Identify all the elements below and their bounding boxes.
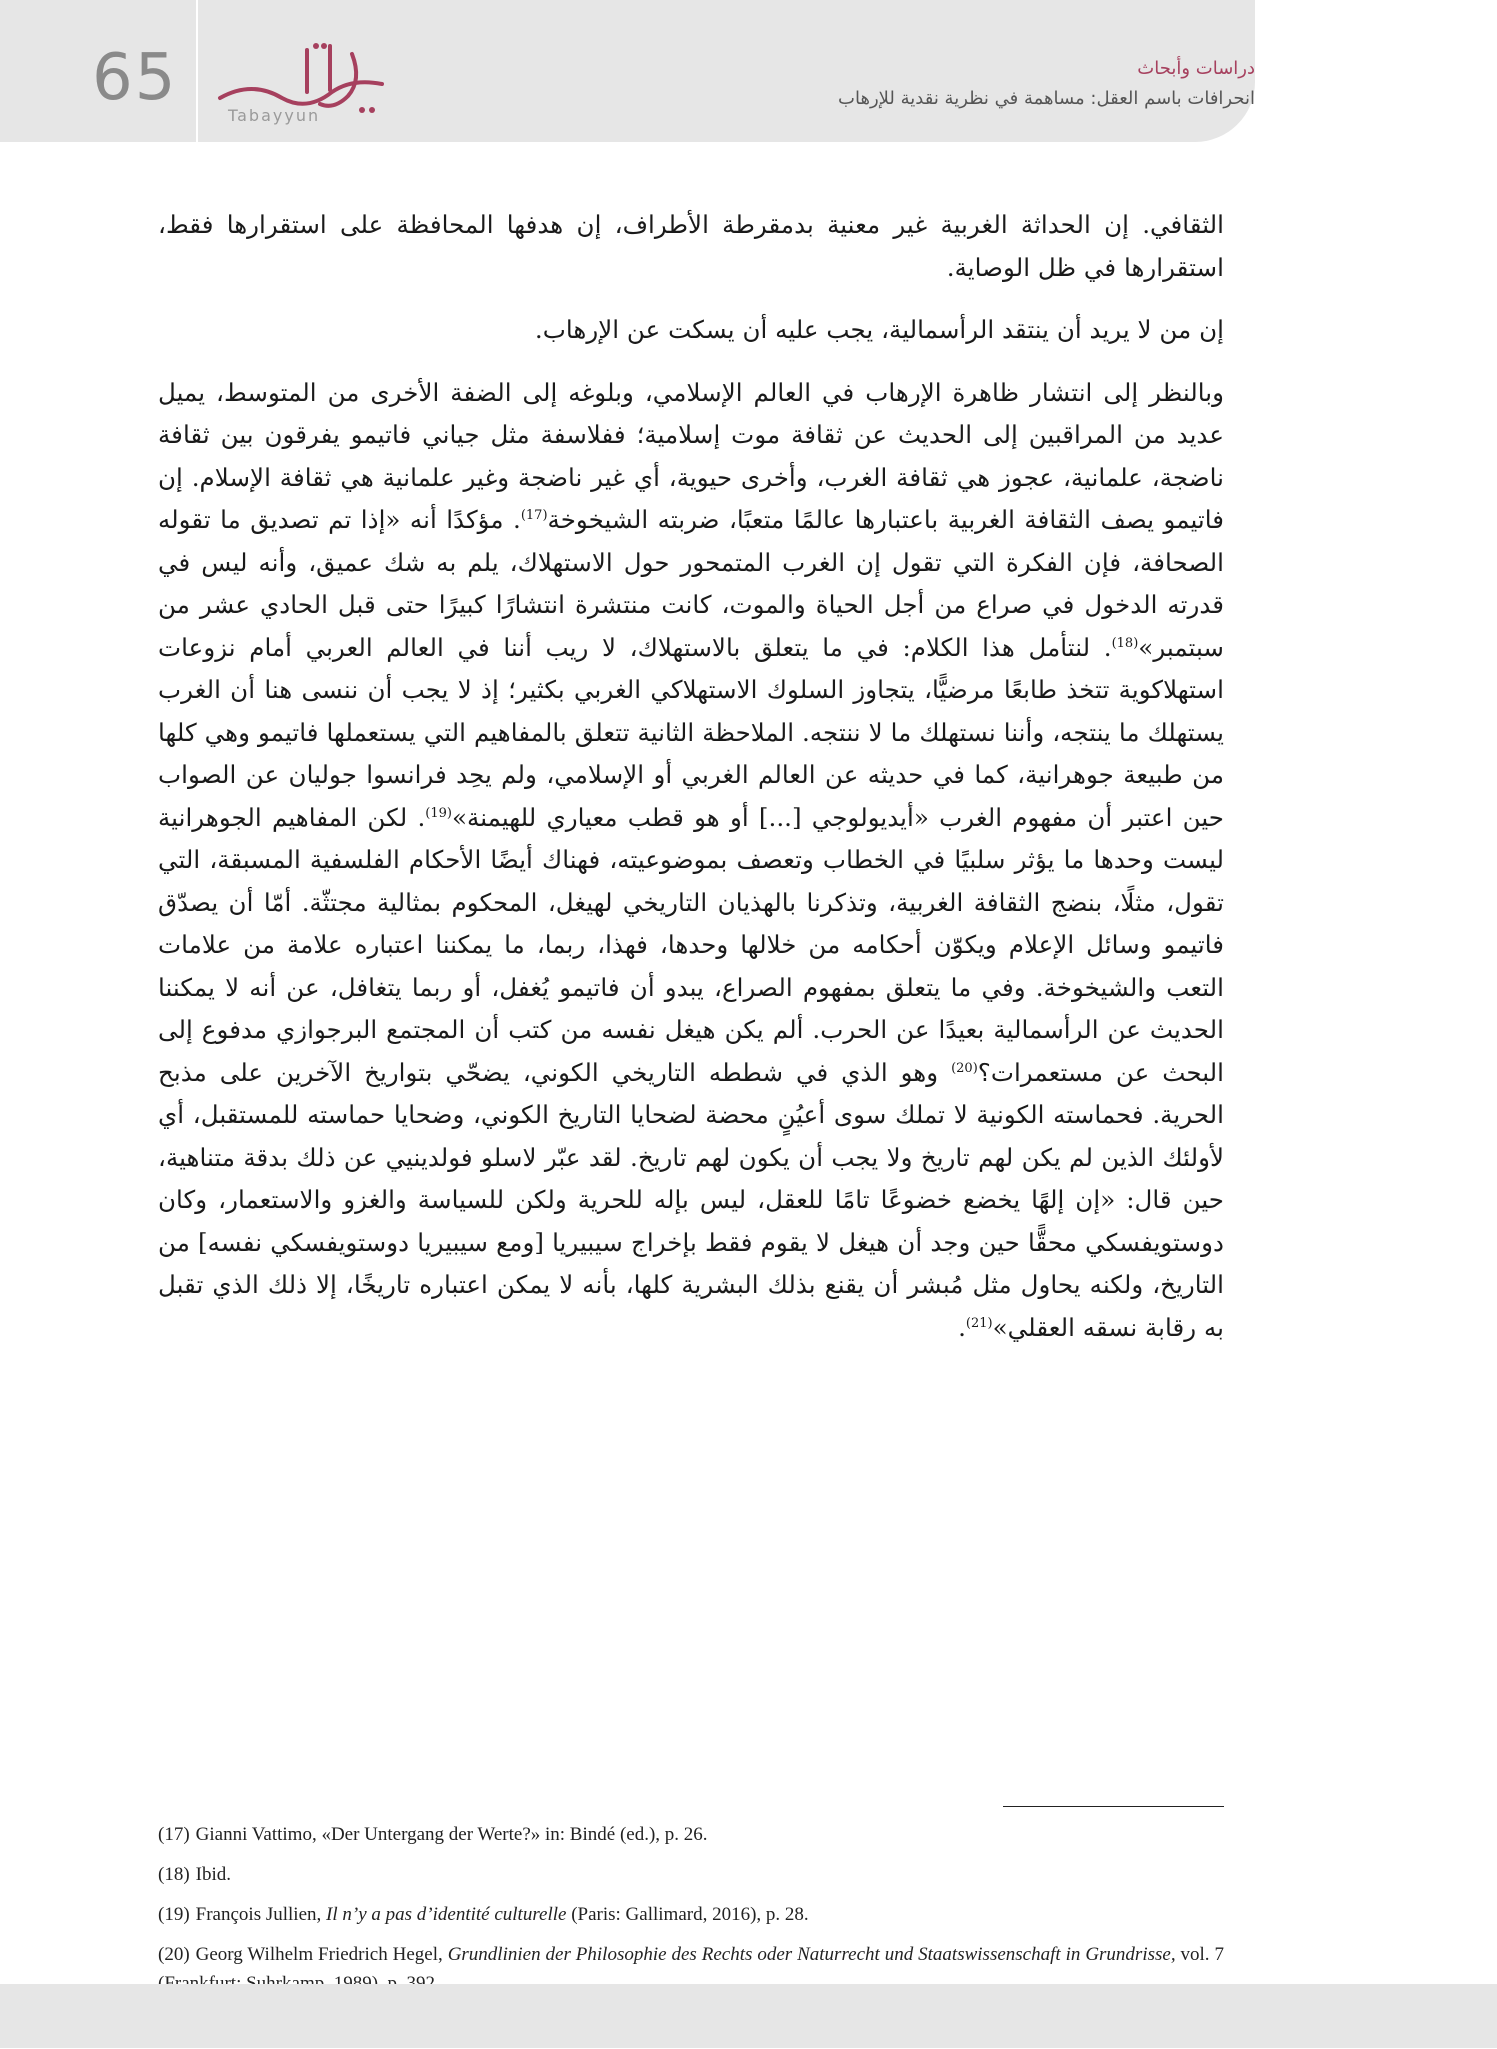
- footer-band: [0, 1984, 1497, 2048]
- footnote-text: Ibid.: [195, 1864, 232, 1885]
- footnote-text: Georg Wilhelm Friedrich Hegel,: [195, 1944, 448, 1965]
- footnote-text: François Jullien,: [195, 1904, 327, 1925]
- footnote-text: (Paris: Gallimard, 2016), p. 28.: [566, 1904, 809, 1925]
- section-title: دراسات وأبحاث: [1137, 58, 1255, 79]
- page-number: 65: [92, 41, 178, 115]
- footnote-ref-17[interactable]: (17): [520, 507, 548, 523]
- paragraph-2: إن من لا يريد أن ينتقد الرأسمالية، يجب عليه أن يسكت عن الإرهاب.: [534, 315, 1224, 344]
- body-text: [158, 204, 1224, 1349]
- paragraph-3-part-c: . لنتأمل هذا الكلام: في ما يتعلق بالاستهلاك، لا ريب أننا في العالم العربي أمام نزوعات استهلاكوية تتخذ طابعًا مرضيًّا، يتجاوز السلوك الاستهلاكي الغربي بكثير؛ إذ لا يجب أن ننسى هنا أن الغرب يستهلك ما ينتجه، وأننا نستهلك ما لا ننتجه. الملاحظة الثانية تتعلق بالمفاهيم التي يستعملها فاتيمو وهي كلها من طبيعة جوهرانية، كما في حديثه عن العالم الغربي أو الإسلامي، ولم يحِد فرانسوا جوليان عن الصواب حين اعتبر أن مفهوم الغرب «أيديولوجي [...] أو هو قطب معياري للهيمنة»: [158, 632, 1224, 832]
- footnote-ref-19[interactable]: (19): [425, 805, 452, 821]
- footnote-text: Gianni Vattimo, «Der Untergang der Werte?» in: Bindé (ed.), p. 26.: [195, 1824, 708, 1845]
- running-article-title: انحرافات باسم العقل: مساهمة في نظرية نقدية للإرهاب: [838, 88, 1255, 109]
- footnote-number: (17): [158, 1824, 190, 1845]
- paragraph-3-part-a: وبالنظر إلى انتشار ظاهرة الإرهاب في العالم الإسلامي، وبلوغه إلى الضفة الأخرى من المتوسط، يميل عديد من المراقبين إلى الحديث عن ثقافة موت إسلامية؛ ففلاسفة مثل جياني فاتيمو يفرقون بين ثقافة ناضجة، علمانية، عجوز هي ثقافة الغرب، وأخرى حيوية، أي غير ناضجة وغير علمانية هي ثقافة الإسلام. إن فاتيمو يصف الثقافة الغربية باعتبارها عالمًا متعبًا، ضربته الشيخوخة: [158, 377, 1224, 534]
- paragraph-3-part-e: وهو الذي في شططه التاريخي الكوني، يضحّي بتواريخ الآخرين على مذبح الحرية. فحماسته الكونية لا تملك سوى أعيُنٍ محضة لضحايا التاريخ الكوني، وضحايا حماسته للمستقبل، أي لأولئك الذين لم يكن لهم تاريخ ولا يجب أن يكون لهم تاريخ. لقد عبّر لاسلو فولدينيي عن ذلك بدقة متناهية، حين قال: «إن إلهًا يخضع خضوعًا تامًا للعقل، ليس بإله للحرية ولكن للسياسة والغزو والاستعمار، وكان دوستويفسكي محقًّا حين وجد أن هيغل لا يقوم فقط بإخراج سيبيريا [ومع سيبيريا دوستويفسكي نفسه] من التاريخ، ولكنه يحاول مثل مُبشر أن يقنع بذلك البشرية كلها، بأنه لا يمكن اعتباره تاريخًا، إلا ذلك الذي تقبل به رقابة نسقه العقلي»: [158, 1057, 1224, 1342]
- footnote-ref-18[interactable]: (18): [1111, 635, 1139, 651]
- footnote-number: (18): [158, 1864, 190, 1885]
- footnote-divider: [1003, 1806, 1224, 1807]
- page-header: [0, 0, 1497, 142]
- footnote-ref-20[interactable]: (20): [951, 1060, 978, 1076]
- footnote-ref-21[interactable]: (21): [965, 1315, 993, 1331]
- footnote-number: (20): [158, 1944, 190, 1965]
- footnote-19: [158, 1900, 1224, 1929]
- paragraph-1: الثقافي. إن الحداثة الغربية غير معنية بدمقرطة الأطراف، إن هدفها المحافظة على استقرارها فقط، استقرارها في ظل الوصاية.: [158, 210, 1224, 282]
- paragraph-3: [158, 372, 1224, 1350]
- footnote-text: vol. 7: [1180, 1944, 1224, 1965]
- footnote-number: (19): [158, 1904, 190, 1925]
- footnote-book-title: Il n’y a pas d’identité culturelle: [326, 1904, 567, 1925]
- logo-latin-text: Tabayyun: [228, 106, 321, 125]
- footnote-book-title: Grundlinien der Philosophie des Rechts oder Naturrecht und Staatswissenschaft in Grundrisse,: [447, 1944, 1176, 1965]
- paragraph-3-part-d: . لكن المفاهيم الجوهرانية ليست وحدها ما يؤثر سلبيًا في الخطاب وتعصف بموضوعيته، فهناك أيضًا الأحكام الفلسفية المسبقة، التي تقول، مثلًا، بنضج الثقافة الغربية، وتذكرنا بالهذيان التاريخي لهيغل، المحكوم بمثالية مجتثّة. أمّا أن يصدّق فاتيمو وسائل الإعلام ويكوّن أحكامه من خلالها وحدها، فهذا، ربما، ما يمكننا اعتباره علامة من علامات التعب والشيخوخة. وفي ما يتعلق بمفهوم الصراع، يبدو أن فاتيمو يُغفل، أو ربما يتغافل، عن أنه لا يمكننا الحديث عن الرأسمالية بعيدًا عن الحرب. ألم يكن هيغل نفسه من كتب أن المجتمع البرجوازي مدفوع إلى البحث عن مستعمرات؟: [158, 802, 1225, 1087]
- footnote-17: [158, 1820, 1224, 1849]
- footnote-18: [158, 1860, 1224, 1889]
- paragraph-3-part-b: . مؤكدًا أنه «إذا تم تصديق ما تقوله الصحافة، فإن الفكرة التي تقول إن الغرب المتمحور حول الاستهلاك، يلم به شك عميق، وأنه ليس في قدرته الدخول في صراع من أجل الحياة والموت، كانت منتشرة انتشارًا كبيرًا حتى قبل الحادي عشر من سبتمبر»: [158, 505, 1224, 662]
- paragraph-3-part-f: .: [958, 1312, 966, 1342]
- header-divider: [196, 0, 198, 142]
